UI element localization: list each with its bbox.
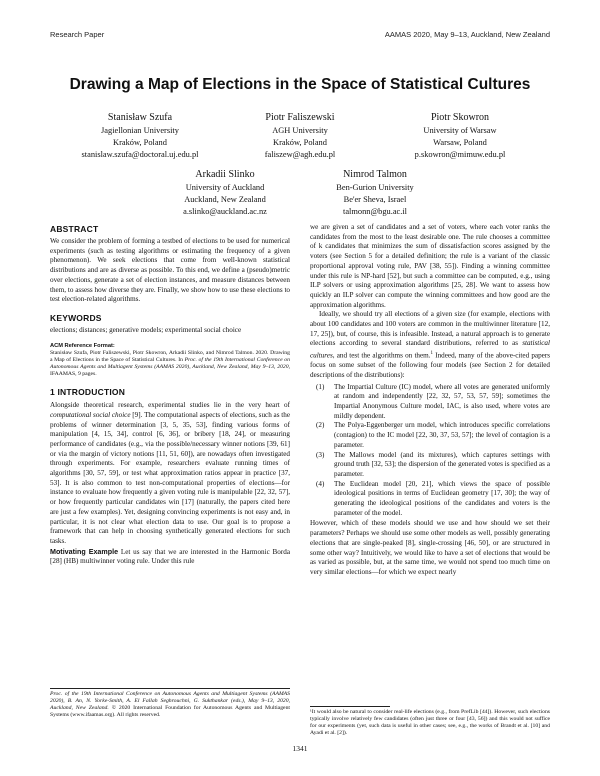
page-number: 1341 — [292, 744, 308, 753]
acm-venue: Proc. of the 19th International Conference on Autonomous Agents and Multiagent Systems (AAMAS 2020), Auckland, New Zealand, May 9–13, 2020, — [50, 356, 290, 370]
list-text: The Mallows model (and its mixtures), which captures settings with ground truth [32, 53]; the dispersion of the generated votes is specified as a parameter. — [334, 450, 550, 478]
author-affiliation: Jagiellonian University — [101, 125, 179, 135]
keywords-heading: KEYWORDS — [50, 312, 102, 323]
list-text: The Euclidean model [20, 21], which views the space of possible ideological positions in terms of Euclidean geometry [17, 30]; the way of generating the ideological positions of the candidates and voters is the parameter of the model. — [334, 479, 550, 517]
right-p2-text-c: Indeed, many of the above-cited papers focus on some subset of the following four models (see Section 2 for detailed descriptions of the distributions): — [310, 351, 550, 379]
motivating-example-heading: Motivating Example — [50, 547, 119, 556]
footer-venue: Proc. of the 19th International Conference on Autonomous Agents and Multiagent Systems (AAMAS 2020), B. An, N. Yorke-Smith, A. El Fallah Seghrouchni, G. Sukthankar (eds.), May 9–13, 2020, Auckland, New Zealand. — [50, 691, 290, 712]
intro-text-b: [9]. The computational aspects of elections, such as the problems of winner determination [3, 5, 35, 53], finding various forms of manipulation [4, 15, 34], control [6, 36], or bribery [18, 24], or measuring performance of candidates (e.g., via the possible/necessary winner notions [39, 61] or via the margin of victory notions [11, 51, 60]), are nowadays often investigated through experiments. For example, researchers evaluate running times of algorithms [30, 57, 59], or test what approximation ratios appear in practice [37, 53]. It is also common to test non-computational properties of elections—for instance to evaluate how frequently a given voting rule is manipulable [22, 32, 57], or how frequently particular candidates win [17] (naturally, the papers cited here are just a few examples). Yet, designing convincing experiments is not easy and, in particular, it is not clear what election data to use. Our goal is to propose a framework that can help in choosing synthetically generated elections for such tasks. — [50, 410, 291, 545]
author-name: Piotr Faliszewski — [265, 112, 335, 123]
author-block-4 — [140, 169, 310, 218]
list-number: (2) — [316, 421, 325, 430]
conference-footer — [50, 688, 290, 719]
list-item — [316, 383, 550, 422]
author-block-2 — [215, 112, 385, 161]
acm-pages: IFAAMAS, 9 pages. — [50, 371, 97, 377]
introduction-heading: 1 INTRODUCTION — [50, 387, 126, 398]
footnote-block — [310, 706, 550, 737]
footer-copyright: © 2020 International Foundation for Autonomous Agents and Multiagent Systems (www.ifaamas.org). All rights reserved. — [50, 705, 291, 719]
motivating-example-paragraph — [50, 548, 290, 567]
right-paragraph-2 — [310, 310, 550, 380]
author-email: a.slinko@auckland.ac.nz — [183, 207, 267, 217]
right-p2-term: statistical cultures — [310, 339, 550, 360]
list-number: (1) — [316, 382, 325, 391]
conference-info — [50, 691, 290, 719]
abstract-heading: ABSTRACT — [50, 224, 99, 234]
list-text: The Impartial Culture (IC) model, where all votes are generated uniformly at random and independently [22, 32, 57, 53, 57, 59]; sometimes the Impartial Anonymous Culture model, IAC, is also used, where votes are mildly dependent. — [334, 382, 550, 420]
acm-reference-text — [50, 350, 290, 378]
right-p2-text-a: Ideally, we should try all elections of a given size (for example, elections with about 100 candidates and 100 voters are common in the multiwinner literature [12, 17, 25]), but, of course, this is infeasible. Instead, a natural approach is to generate elections according to several standard distributions, referred to as — [310, 310, 550, 348]
right-paragraph-1: we are given a set of candidates and a set of voters, where each voter ranks the candidates from the most to the least desirable one. The rule chooses a committee of k candidates that minimizes the sum of dissatisfaction scores assigned by the voters (see Section 5 for a detailed definition; the rule is a variant of the classic proportional approval voting rule, PAV [38, 55]). Finding a winning committee under this rule is NP-hard [52], but such a committee can be computed, e.g., using ILP solvers or using approximation algorithms [25, 28]. We want to assess how quickly an ILP solver can compute the winning committees and how good are the approximation algorithms. — [310, 223, 550, 309]
author-name: Piotr Skowron — [430, 112, 490, 123]
author-name: Arkadii Slinko — [195, 169, 255, 180]
author-block-3 — [375, 112, 545, 161]
right-paragraph-3: However, which of these models should we use and how should we set their parameters? Perhaps we should use some other models as well, possibly generating elections that are single-peaked [8], single-crossing [46, 50], or are structured in some other way? Intuitively, we would like to have a set of elections that would be as varied as possible, but, at the same time, we would not spend too much time on very similar elections—for which we expect nearly — [310, 519, 550, 576]
author-email: faliszew@agh.edu.pl — [264, 150, 336, 160]
running-header-left: Research Paper — [50, 30, 105, 39]
author-affiliation: University of Auckland — [185, 182, 265, 192]
footnote-rule — [310, 706, 390, 707]
author-location: Warsaw, Poland — [433, 137, 487, 147]
author-location: Be'er Sheva, Israel — [343, 194, 407, 204]
list-text: The Polya-Eggenberger urn model, which introduces specific correlations (contagion) to the IC model [22, 30, 37, 53, 57]; the level of contagion is a parameter. — [334, 421, 550, 449]
author-location: Kraków, Poland — [273, 137, 327, 147]
list-item — [316, 451, 550, 480]
keywords-text: elections; distances; generative models; experimental social choice — [50, 325, 242, 334]
motivating-example-text: Let us say that we are interested in the Harmonic Borda [28] (HB) multiwinner voting rule. Under this rule — [50, 547, 290, 566]
author-location: Auckland, New Zealand — [184, 194, 266, 204]
author-affiliation: University of Warsaw — [423, 125, 497, 135]
footnote-text: ¹It would also be natural to consider real-life elections (e.g., from PrefLib [44]). However, such elections typically involve relatively few candidates (often just three or four [43, 56]) and this would not suffice for our experiments (yet, such data is useful in other cases; see, e.g., the works of Brandt et al. [10] and Ayadi et al. [2]). — [310, 709, 550, 737]
author-location: Kraków, Poland — [113, 137, 167, 147]
author-email: talmonn@bgu.ac.il — [343, 207, 407, 217]
right-column — [310, 223, 550, 578]
author-name: Stanisław Szufa — [107, 112, 173, 123]
list-number: (3) — [316, 450, 325, 459]
running-header-right: AAMAS 2020, May 9–13, Auckland, New Zealand — [384, 30, 550, 39]
footer-rule — [50, 688, 290, 689]
author-block-5 — [290, 169, 460, 218]
list-item — [316, 480, 550, 519]
acm-reference-heading: ACM Reference Format: — [50, 342, 115, 349]
model-list — [310, 383, 550, 519]
author-email: p.skowron@mimuw.edu.pl — [414, 150, 506, 160]
abstract-text: We consider the problem of forming a testbed of elections to be used for numerical experiments (such as testing algorithms or estimating the frequency of a given phenomenon). We seek elections that come from well-known statistical distributions and are as diverse as possible. To this end, we define a (pseudo)metric over elections, generate a set of election instances, and measure distances between them, to assess how diverse they are. Finally, we show how to use these elections to test election-related algorithms. — [50, 237, 290, 304]
paper-title: Drawing a Map of Elections in the Space of Statistical Cultures — [69, 76, 531, 93]
introduction-paragraph — [50, 401, 290, 547]
acm-authors: Stanisław Szufa, Piotr Faliszewski, Piotr Skowron, Arkadii Slinko, and Nimrod Talmon. 2020. Drawing a Map of Elections in the Space of Statistical Cultures. In — [50, 349, 290, 363]
author-affiliation: Ben-Gurion University — [336, 182, 414, 192]
footnote-marker: 1 — [430, 351, 434, 357]
left-column — [50, 224, 290, 567]
list-number: (4) — [316, 479, 325, 488]
author-email: stanislaw.szufa@doctoral.uj.edu.pl — [81, 150, 199, 160]
author-block-1 — [55, 112, 225, 161]
intro-text-a: Alongside theoretical research, experimental studies lie in the very heart of — [50, 401, 290, 410]
author-affiliation: AGH University — [272, 125, 328, 135]
intro-term: computational social choice — [50, 410, 131, 419]
list-item — [316, 421, 550, 450]
author-name: Nimrod Talmon — [343, 169, 407, 180]
right-p2-text-b: , and test the algorithms on them. — [332, 351, 431, 360]
